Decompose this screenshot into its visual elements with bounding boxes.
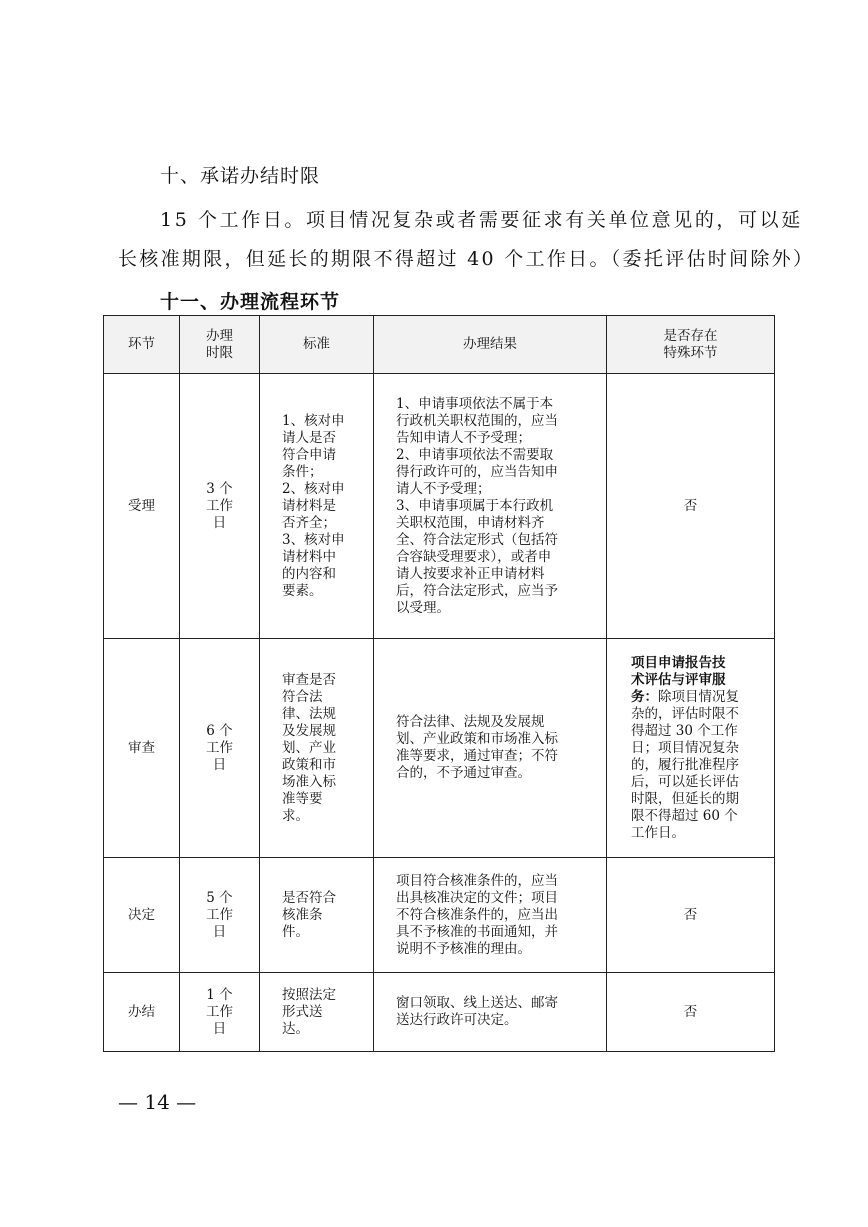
cell-result: 1、申请事项依法不属于本 行政机关职权范围的，应当 告知申请人不予受理； 2、申请事项依法不需要取 得行政许可的，应当告知申 请人不予受理； 3、申请事项属于本行政机 关职权范围，申请材料齐 全、符合法定形式（包括符 合容缺受理要求），或者申 请人按要求补正申请材料 后，符合法定形式，应当予 以受理。 [374, 374, 607, 639]
table-row [104, 973, 775, 1052]
cell-time: 1 个 工作 日 [180, 973, 260, 1052]
special-note-body: 除项目情况复 杂的，评估时限不 得超过 30 个工作 日；项目情况复杂 的，履行批准程序 后，可以延长评估 时限，但延长的期 限不得超过 60 个 工作日。 [631, 688, 739, 841]
cell-stage: 办结 [104, 973, 180, 1052]
cell-standard: 1、核对申 请人是否 符合申请 条件； 2、核对申 请材料是 否齐全； 3、核对申 请材料中 的内容和 要素。 [260, 374, 374, 639]
cell-stage: 审查 [104, 639, 180, 858]
cell-result: 项目符合核准条件的，应当 出具核准决定的文件；项目 不符合核准条件的，应当出 具不予核准的书面通知，并 说明不予核准的理由。 [374, 858, 607, 973]
cell-time: 6 个 工作 日 [180, 639, 260, 858]
cell-stage: 受理 [104, 374, 180, 639]
section-10-heading: 十、承诺办结时限 [160, 165, 321, 187]
cell-time: 3 个 工作 日 [180, 374, 260, 639]
table-row [104, 639, 775, 858]
cell-standard: 是否符合 核准条 件。 [260, 858, 374, 973]
special-note-title: 项目申请报告技 术评估与评审服 务： [631, 654, 726, 705]
cell-special: 否 [607, 858, 775, 973]
cell-standard: 审查是否 符合法 律、法规 及发展规 划、产业 政策和市 场准入标 准等要 求。 [260, 639, 374, 858]
special-note [607, 655, 774, 842]
page-number: — 14 — [118, 1090, 197, 1114]
header-standard: 标准 [260, 316, 374, 374]
process-table [103, 315, 775, 1052]
section-10-text-line-1: 15 个工作日。项目情况复杂或者需要征求有关单位意见的，可以延 [160, 209, 803, 231]
header-result: 办理结果 [374, 316, 607, 374]
cell-result: 符合法律、法规及发展规 划、产业政策和市场准入标 准等要求，通过审查；不符 合的，不予通过审查。 [374, 639, 607, 858]
header-stage: 环节 [104, 316, 180, 374]
cell-standard: 按照法定 形式送 达。 [260, 973, 374, 1052]
table-row [104, 374, 775, 639]
header-special-step: 是否存在 特殊环节 [607, 316, 775, 374]
section-11-heading: 十一、办理流程环节 [160, 291, 341, 313]
cell-special [607, 639, 775, 858]
cell-time: 5 个 工作 日 [180, 858, 260, 973]
table-row [104, 858, 775, 973]
cell-stage: 决定 [104, 858, 180, 973]
cell-result: 窗口领取、线上送达、邮寄 送达行政许可决定。 [374, 973, 607, 1052]
cell-special: 否 [607, 973, 775, 1052]
section-10-text-line-2: 长核准期限，但延长的期限不得超过 40 个工作日。（委托评估时间除外） [118, 248, 815, 270]
table-header-row [104, 316, 775, 374]
header-time-limit: 办理 时限 [180, 316, 260, 374]
cell-special: 否 [607, 374, 775, 639]
